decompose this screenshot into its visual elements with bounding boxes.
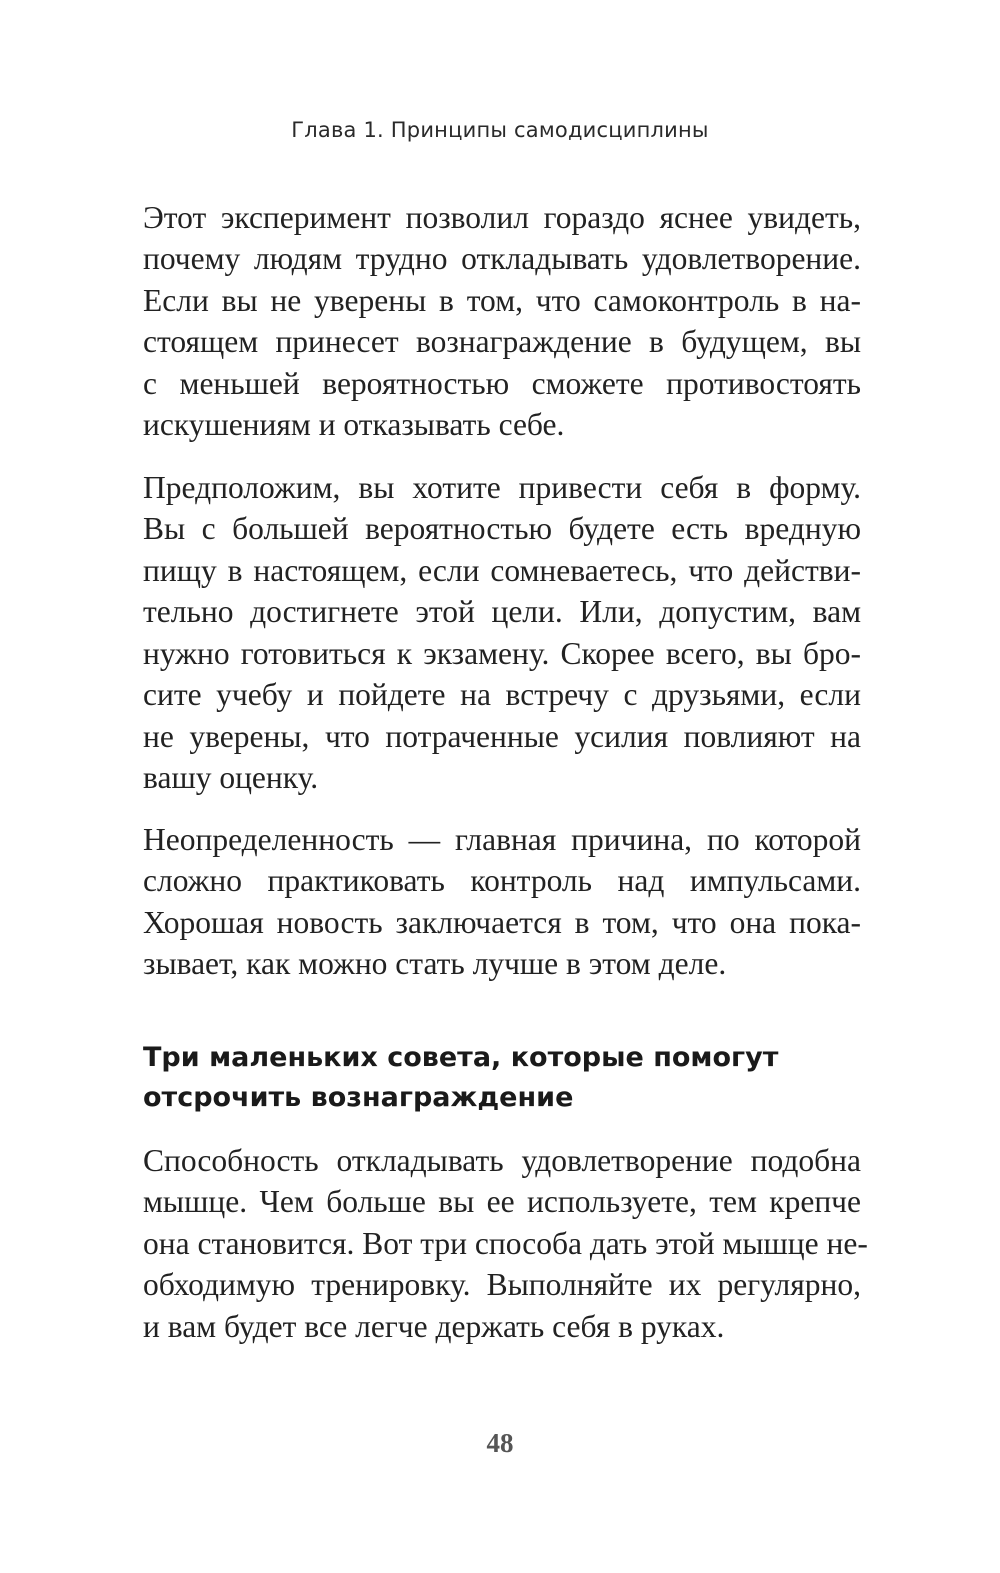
text-line: вашу оценку. bbox=[143, 760, 319, 795]
text-line: Вы с большей вероятностью будете есть вредную bbox=[143, 511, 861, 546]
text-line: Предположим, вы хотите привести себя в форму. bbox=[143, 470, 861, 505]
running-head: Глава 1. Принципы самодисциплины bbox=[291, 118, 709, 142]
text-line: стоящем принесет вознаграждение в будущем, вы bbox=[143, 324, 861, 359]
text-line: Этот эксперимент позволил гораздо яснее увидеть, bbox=[143, 200, 861, 235]
text-line: обходимую тренировку. Выполняйте их регулярно, bbox=[143, 1267, 861, 1302]
text-line: сите учебу и пойдете на встречу с друзьями, если bbox=[143, 677, 861, 712]
text-line: зывает, как можно стать лучше в этом деле. bbox=[143, 946, 727, 981]
heading-line: Три маленьких совета, которые помогут bbox=[143, 1042, 779, 1073]
text-line: пищу в настоящем, если сомневаетесь, что действи- bbox=[143, 553, 861, 588]
text-line: тельно достигнете этой цели. Или, допустим, вам bbox=[143, 594, 861, 629]
text-line: нужно готовиться к экзамену. Скорее всего, вы бро- bbox=[143, 636, 861, 671]
text-line: она становится. Вот три способа дать этой мышце не- bbox=[143, 1226, 868, 1261]
text-line: почему людям трудно откладывать удовлетворение. bbox=[143, 241, 861, 276]
page-number: 48 bbox=[486, 1428, 514, 1458]
text-line: сложно практиковать контроль над импульсами. bbox=[143, 863, 861, 898]
text-line: искушениям и отказывать себе. bbox=[143, 407, 565, 442]
text-line: Хорошая новость заключается в том, что она пока- bbox=[143, 905, 861, 940]
text-line: Неопределенность — главная причина, по которой bbox=[143, 822, 861, 857]
text-line: и вам будет все легче держать себя в руках. bbox=[143, 1309, 725, 1344]
text-line: мышце. Чем больше вы ее используете, тем крепче bbox=[143, 1184, 861, 1219]
text-line: Если вы не уверены в том, что самоконтроль в на- bbox=[143, 283, 861, 318]
text-line: Способность откладывать удовлетворение подобна bbox=[143, 1143, 861, 1178]
text-line: с меньшей вероятностью сможете противостоять bbox=[143, 366, 861, 401]
heading-line: отсрочить вознаграждение bbox=[143, 1082, 574, 1113]
text-line: не уверены, что потраченные усилия повлияют на bbox=[143, 719, 861, 754]
